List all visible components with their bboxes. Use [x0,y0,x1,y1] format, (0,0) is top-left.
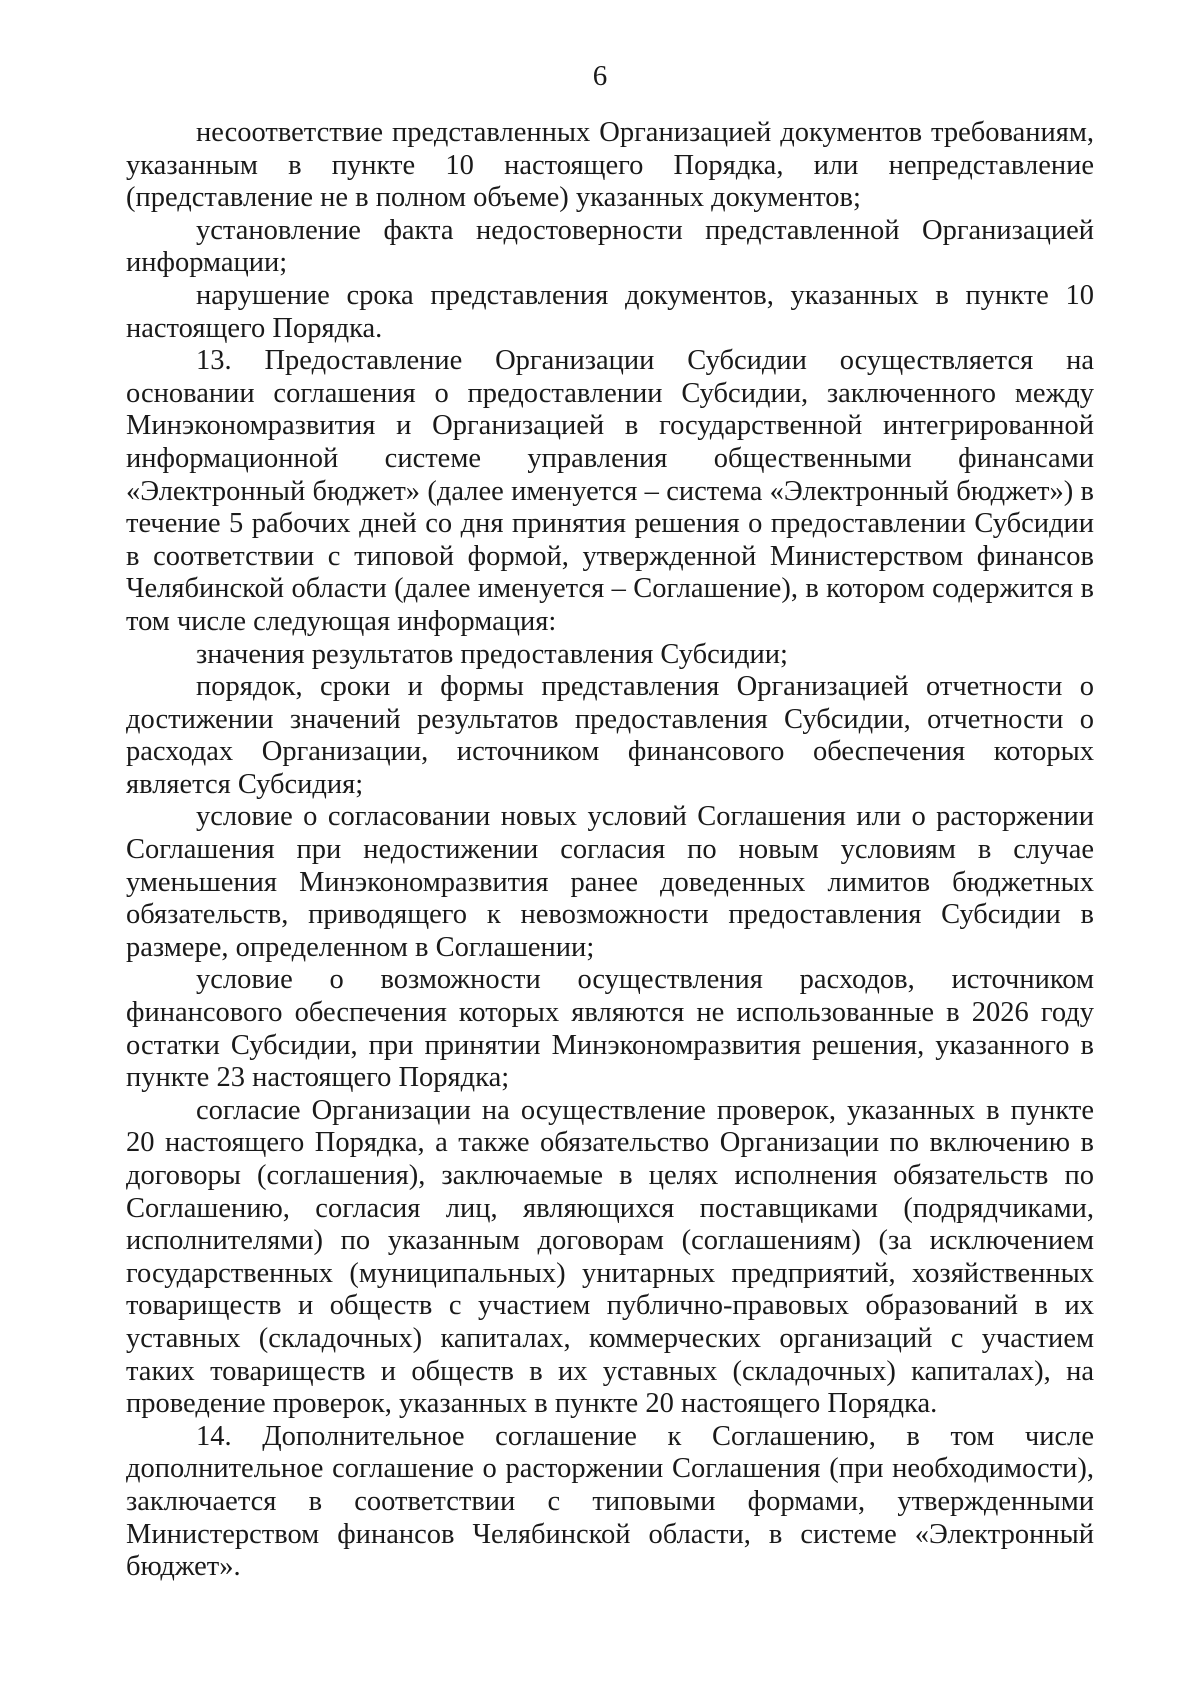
paragraph-item-13: 13. Предоставление Организации Субсидии осуществляется на основании соглашения о предоставлении Субсидии, заключенного между Минэкономразвития и Организацией в государственной интегрированной информационной системе управления общественными финансами «Электронный бюджет» (далее именуется – система «Электронный бюджет») в течение 5 рабочих дней со дня принятия решения о предоставлении Субсидии в соответствии с типовой формой, утвержденной Министерством финансов Челябинской области (далее именуется – Соглашение), в котором содержится в том числе следующая информация: [126,345,1094,637]
paragraph-inspections-consent: согласие Организации на осуществление проверок, указанных в пункте 20 настоящего Порядка, а также обязательство Организации по включению в договоры (соглашения), заключаемые в целях исполнения обязательств по Соглашению, согласия лиц, являющихся поставщиками (подрядчиками, исполнителями) по указанным договорам (соглашениям) (за исключением государственных (муниципальных) унитарных предприятий, хозяйственных товариществ и обществ с участием публично-правовых образований в их уставных (складочных) капиталах, коммерческих организаций с участием таких товариществ и обществ в их уставных (складочных) капиталах), на проведение проверок, указанных в пункте 20 настоящего Порядка. [126,1094,1094,1420]
paragraph-result-values: значения результатов предоставления Субсидии; [196,638,788,670]
paragraph-grounds-deadline: нарушение срока представления документов, указанных в пункте 10 настоящего Порядка. [126,279,1094,344]
paragraph-grounds-false-info: установление факта недостоверности представленной Организацией информации; [126,214,1094,279]
paragraph-unused-balances: условие о возможности осуществления расходов, источником финансового обеспечения которых являются не использованные в 2026 году остатки Субсидии, при принятии Минэкономразвития решения, указанного в пункте 23 настоящего Порядка; [126,964,1094,1094]
paragraph-item-14: 14. Дополнительное соглашение к Соглашению, в том числе дополнительное соглашение о расторжении Соглашения (при необходимости), заключается в соответствии с типовыми формами, утвержденными Министерством финансов Челябинской области, в системе «Электронный бюджет». [126,1420,1094,1583]
document-body [126,117,1094,1584]
paragraph-grounds-noncompliance: несоответствие представленных Организацией документов требованиям, указанным в пункте 10 настоящего Порядка, или непредставление (представление не в полном объеме) указанных документов; [126,117,1094,214]
paragraph-reporting: порядок, сроки и формы представления Организацией отчетности о достижении значений результатов предоставления Субсидии, отчетности о расходах Организации, источником финансового обеспечения которых является Субсидия; [126,671,1094,800]
page-number: 6 [592,60,608,92]
paragraph-new-conditions: условие о согласовании новых условий Соглашения или о расторжении Соглашения при недостижении согласия по новым условиям в случае уменьшения Минэкономразвития ранее доведенных лимитов бюджетных обязательств, приводящего к невозможности предоставления Субсидии в размере, определенном в Соглашении; [126,801,1094,963]
